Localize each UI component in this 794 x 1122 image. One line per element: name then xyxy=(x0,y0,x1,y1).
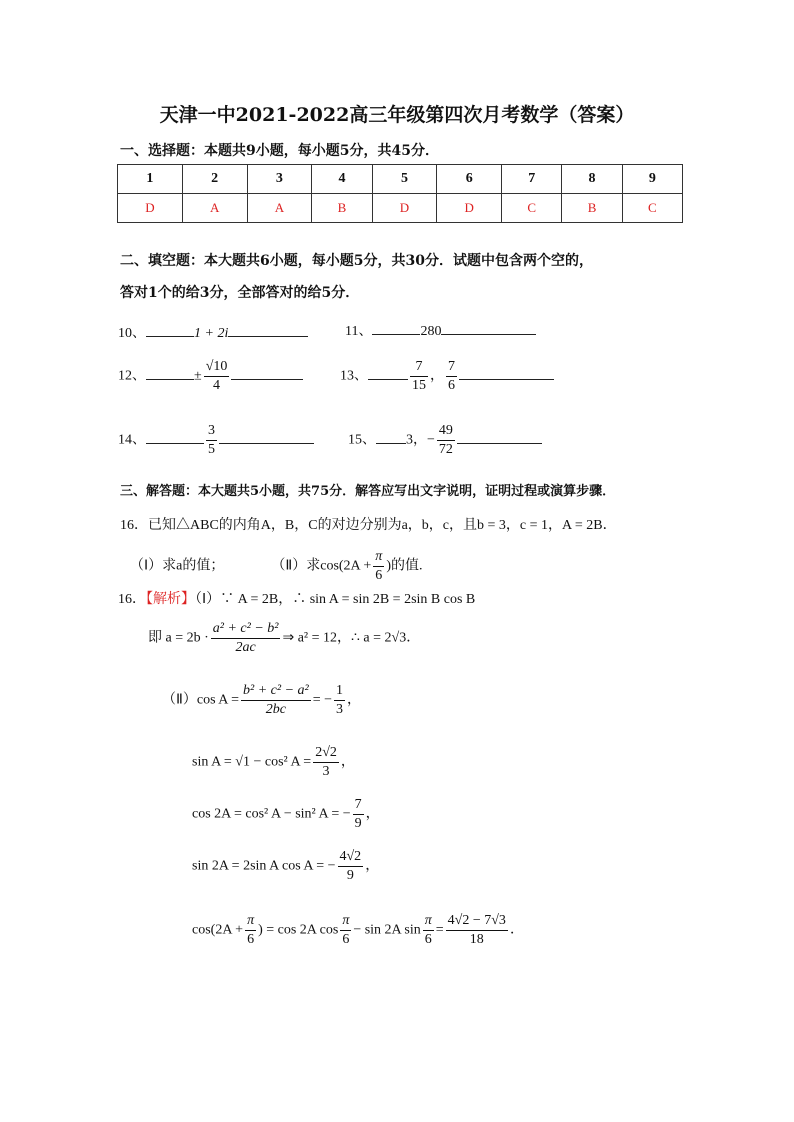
denominator: 5 xyxy=(208,442,215,457)
question-number: 5 xyxy=(372,165,437,194)
blank-line xyxy=(368,363,408,380)
math-text: （Ⅱ）cos A = xyxy=(162,692,240,708)
denominator: 3 xyxy=(322,764,330,779)
problem16-part2-pre: （Ⅱ）求cos(2A + xyxy=(271,558,372,574)
math-text: − sin 2A sin xyxy=(353,922,421,938)
numerator: 1 xyxy=(334,682,345,701)
answer-cell: C xyxy=(622,194,682,223)
solution-label: 【解析】 xyxy=(146,592,195,607)
item-number: 14、 xyxy=(118,432,146,448)
fraction xyxy=(446,912,508,949)
question-number: 8 xyxy=(562,165,622,194)
fraction xyxy=(446,358,457,395)
math-text: ， xyxy=(347,692,362,708)
numerator: b² + c² − a² xyxy=(241,682,311,701)
fill-item-10 xyxy=(118,320,308,342)
solution-line5 xyxy=(192,796,380,833)
numerator: 7 xyxy=(446,358,457,377)
question-number: 1 xyxy=(118,165,183,194)
denominator: 6 xyxy=(342,932,350,947)
denominator: 2ac xyxy=(235,640,256,655)
problem16-parts xyxy=(130,548,422,585)
fraction xyxy=(334,682,345,719)
section3-heading: 三、解答题：本大题共5小题，共75分．解答应写出文字说明，证明过程或演算步骤． xyxy=(120,484,616,499)
numerator: 7 xyxy=(353,796,364,815)
denominator: 6 xyxy=(375,568,383,583)
item-answer: 280 xyxy=(420,324,442,339)
section1-heading: 一、选择题：本题共9小题，每小题5分，共45分． xyxy=(120,143,439,159)
denominator: 4 xyxy=(213,378,221,393)
math-text: ， xyxy=(365,806,380,822)
math-text: sin 2A = 2sin A cos A = − xyxy=(192,858,336,874)
question-number: 3 xyxy=(247,165,312,194)
fill-item-14 xyxy=(118,422,314,459)
fraction xyxy=(206,422,217,459)
answer-cell: B xyxy=(312,194,372,223)
answer-table-header-row xyxy=(118,165,683,194)
problem16-part1: （Ⅰ）求a的值； xyxy=(130,558,225,574)
fraction xyxy=(211,620,281,657)
denominator: 18 xyxy=(469,932,484,947)
item-number: 15、 xyxy=(348,432,376,448)
numerator: 7 xyxy=(410,358,428,377)
answer-cell: D xyxy=(437,194,502,223)
math-text: ) = cos 2A cos xyxy=(258,922,339,938)
math-text: ． xyxy=(509,922,524,938)
solution-line3 xyxy=(162,682,361,719)
separator: ， xyxy=(430,368,444,384)
question-number: 7 xyxy=(502,165,562,194)
numerator: 4√2 − 7√3 xyxy=(446,912,508,931)
answer-cell: A xyxy=(247,194,312,223)
blank-line xyxy=(459,363,554,380)
denominator: 6 xyxy=(448,378,455,393)
solution-text: （Ⅰ）∵ A = 2B，∴ sin A = sin 2B = 2sin B cos B xyxy=(195,592,476,607)
solution-line1 xyxy=(118,588,475,608)
fraction xyxy=(313,744,339,781)
math-text: = − xyxy=(312,692,333,708)
solution-line6 xyxy=(192,848,379,885)
fill-item-15 xyxy=(348,422,542,459)
solution-number: 16． xyxy=(118,592,146,607)
blank-line xyxy=(146,427,204,444)
solution-line7 xyxy=(192,912,524,949)
page-title: 天津一中2021-2022高三年级第四次月考数学（答案） xyxy=(159,104,635,126)
problem16-statement: 16．已知△ABC的内角A，B，C的对边分别为a，b，c，且b = 3，c = 1，A = 2B． xyxy=(120,518,617,533)
answer-table-answer-row xyxy=(118,194,683,223)
fraction xyxy=(340,912,351,949)
denominator: 15 xyxy=(412,378,426,393)
fraction xyxy=(410,358,428,395)
item-number: 11、 xyxy=(345,324,373,339)
minus-sign: − xyxy=(427,432,435,448)
item-number: 13、 xyxy=(340,368,368,384)
item-answer: 3 xyxy=(406,432,413,448)
denominator: 2bc xyxy=(265,702,286,717)
blank-line xyxy=(146,320,194,337)
fill-item-11 xyxy=(345,318,536,340)
answer-cell: D xyxy=(372,194,437,223)
solution-line4 xyxy=(192,744,355,781)
solution-line2 xyxy=(148,620,420,657)
denominator: 6 xyxy=(424,932,432,947)
numerator: √10 xyxy=(204,358,230,377)
blank-line xyxy=(457,427,542,444)
denominator: 6 xyxy=(247,932,255,947)
math-text: cos(2A + xyxy=(192,922,244,938)
numerator: 49 xyxy=(437,422,455,441)
numerator: 4√2 xyxy=(338,848,364,867)
blank-line xyxy=(441,318,536,335)
fraction xyxy=(423,912,434,949)
answer-cell: B xyxy=(562,194,622,223)
question-number: 4 xyxy=(312,165,372,194)
answer-cell: C xyxy=(502,194,562,223)
answer-table xyxy=(117,164,683,223)
math-text: sin A = √1 − cos² A = xyxy=(192,754,312,770)
blank-line xyxy=(231,363,303,380)
math-text: 即 a = 2b · xyxy=(148,630,209,646)
numerator: 3 xyxy=(206,422,217,441)
fraction xyxy=(245,912,256,949)
fraction xyxy=(373,548,384,585)
numerator: 2√2 xyxy=(313,744,339,763)
fraction xyxy=(338,848,364,885)
denominator: 3 xyxy=(336,702,344,717)
problem16-part2-post: )的值. xyxy=(386,558,423,574)
math-text: ， xyxy=(365,858,380,874)
item-answer: 1 + 2i xyxy=(194,326,229,341)
numerator: a² + c² − b² xyxy=(211,620,281,639)
math-text: ⇒ a² = 12，∴ a = 2√3． xyxy=(282,630,421,646)
fraction xyxy=(353,796,364,833)
item-number: 10、 xyxy=(118,326,146,341)
fraction xyxy=(204,358,230,395)
denominator: 9 xyxy=(346,868,354,883)
fill-item-12 xyxy=(118,358,303,395)
math-text: cos 2A = cos² A − sin² A = − xyxy=(192,806,351,822)
denominator: 72 xyxy=(438,442,453,457)
math-text: ， xyxy=(340,754,355,770)
section2-heading-line2: 答对1个的给3分，全部答对的给5分． xyxy=(120,285,360,301)
separator: ， xyxy=(413,432,427,448)
fill-item-13 xyxy=(340,358,554,395)
question-number: 9 xyxy=(622,165,682,194)
numerator: π xyxy=(373,548,384,567)
numerator: π xyxy=(245,912,256,931)
blank-line xyxy=(372,318,420,335)
section2-heading-line1: 二、填空题：本大题共6小题，每小题5分，共30分．试题中包含两个空的， xyxy=(120,253,593,269)
blank-line xyxy=(219,427,314,444)
blank-line xyxy=(228,320,308,337)
item-number: 12、 xyxy=(118,368,146,384)
fraction xyxy=(241,682,311,719)
numerator: π xyxy=(340,912,351,931)
question-number: 2 xyxy=(182,165,247,194)
numerator: π xyxy=(423,912,434,931)
denominator: 9 xyxy=(354,816,362,831)
plus-minus: ± xyxy=(194,368,202,384)
math-text: = xyxy=(435,922,444,938)
blank-line xyxy=(376,427,406,444)
answer-cell: A xyxy=(182,194,247,223)
fraction xyxy=(437,422,455,459)
answer-cell: D xyxy=(118,194,183,223)
blank-line xyxy=(146,363,194,380)
question-number: 6 xyxy=(437,165,502,194)
